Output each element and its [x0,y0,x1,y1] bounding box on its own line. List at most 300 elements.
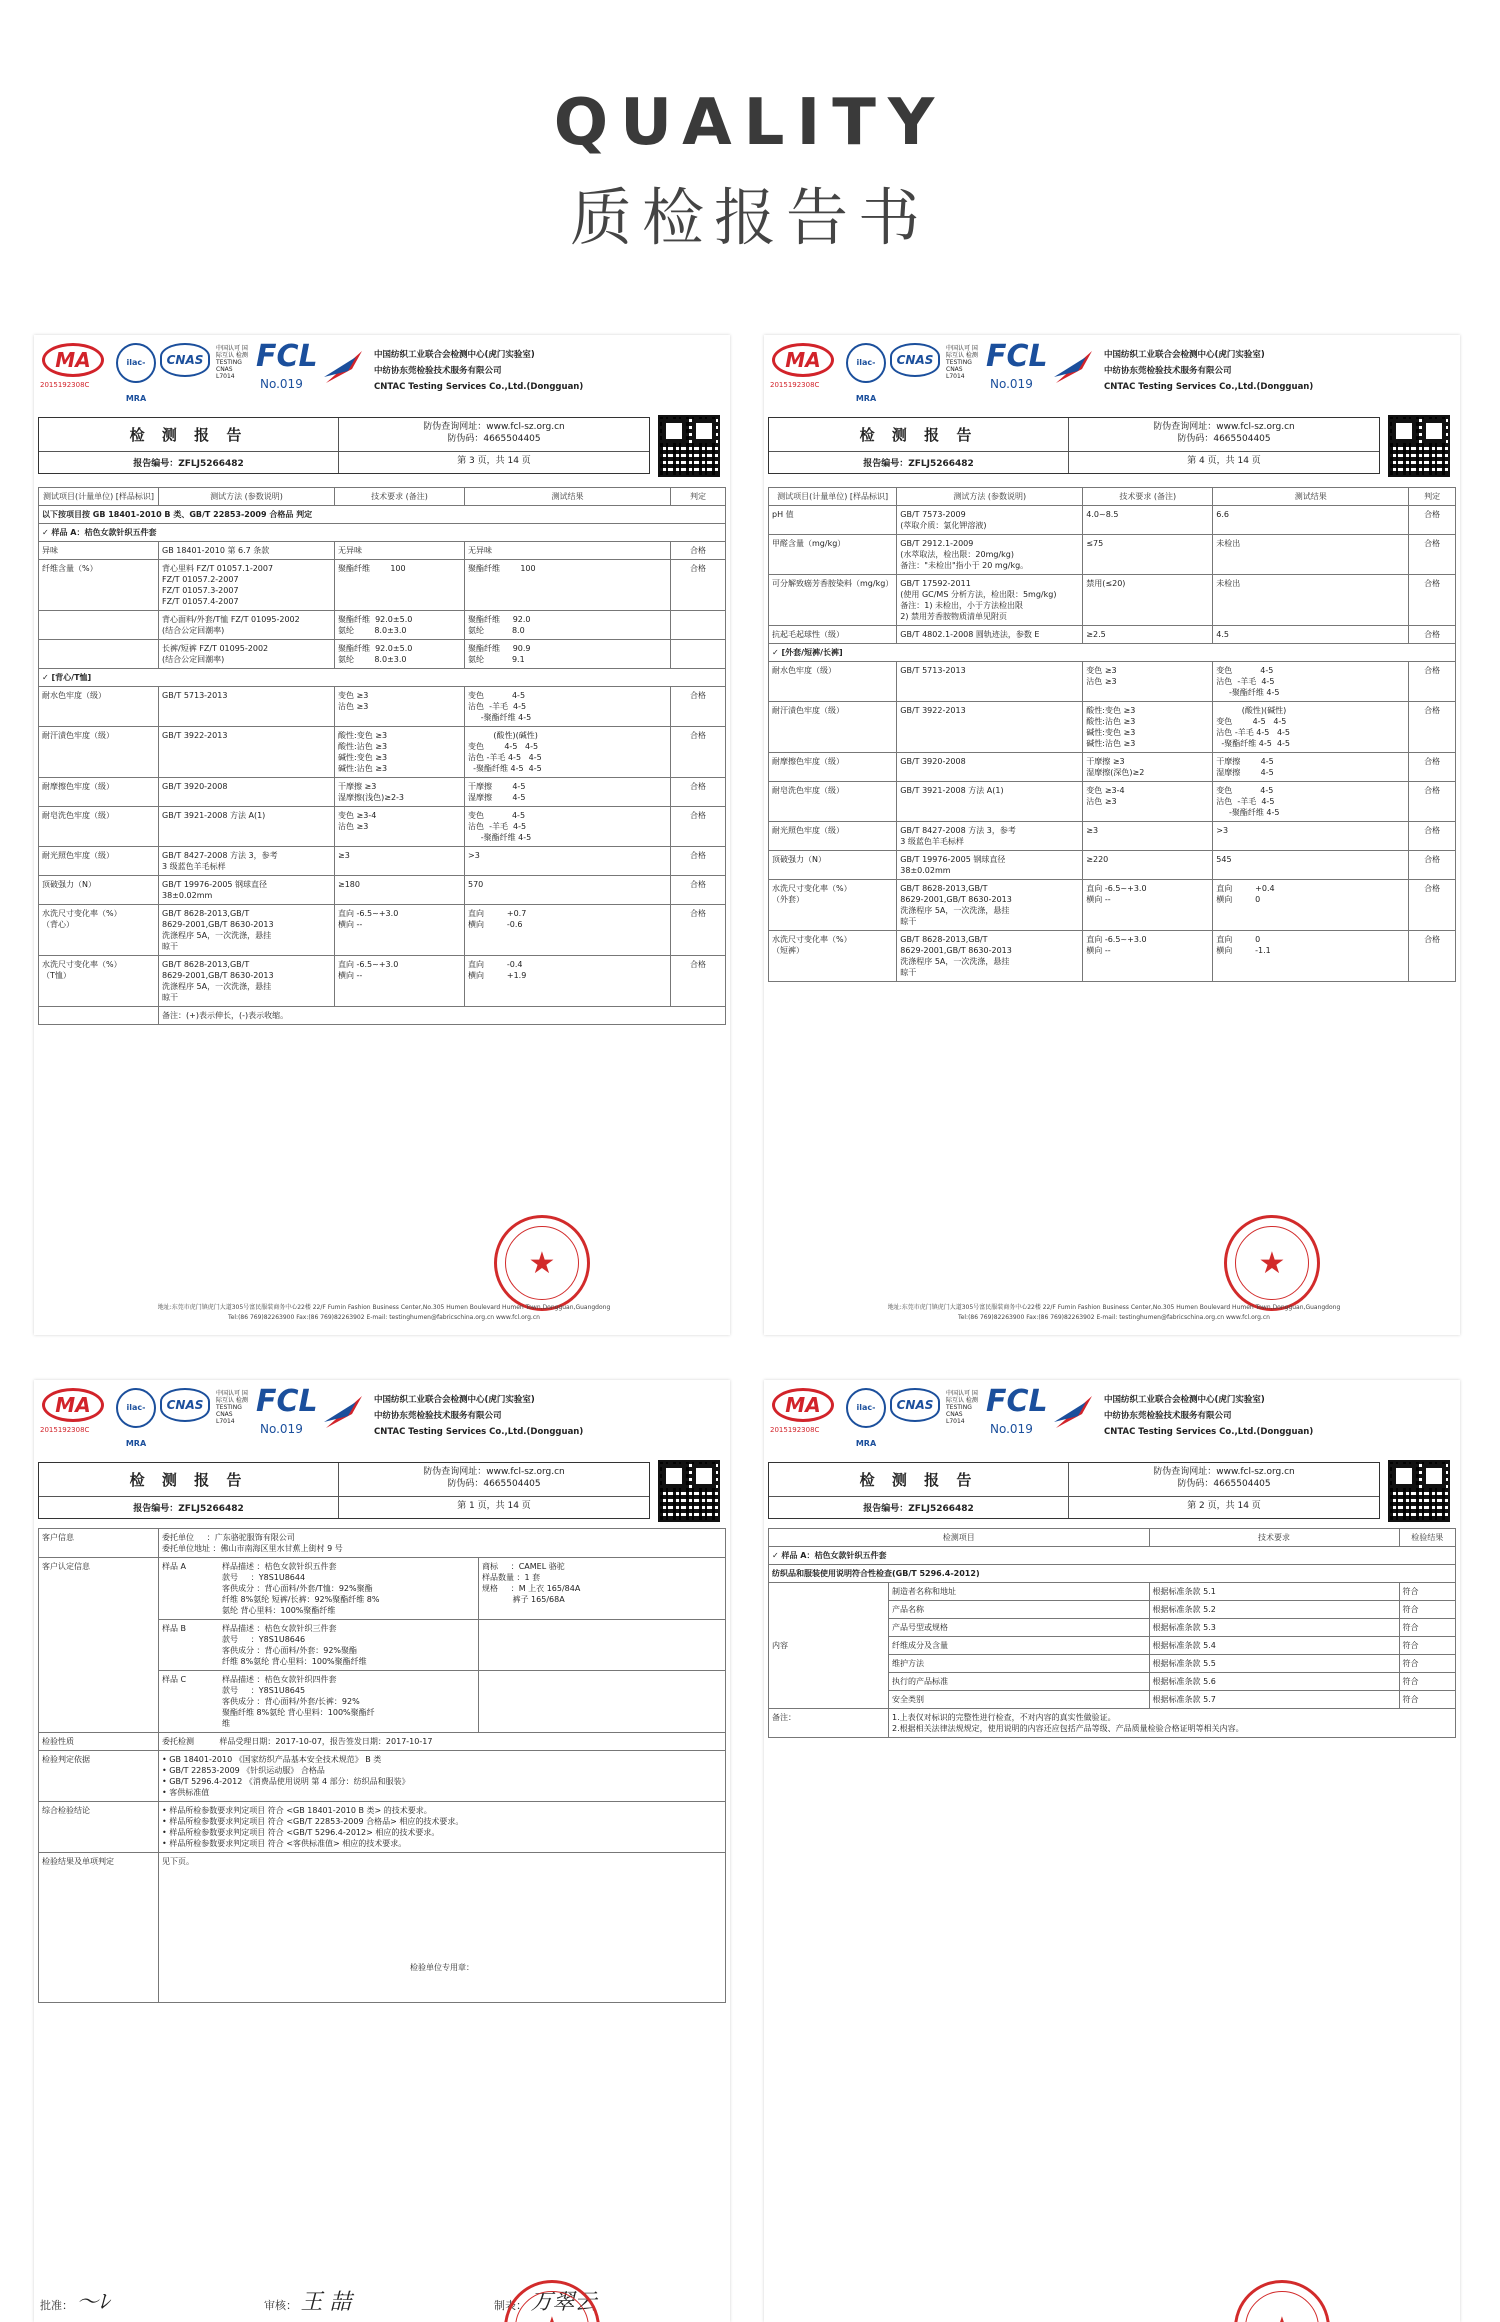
table-cell: 测试结果 [1213,488,1409,506]
table-row [39,727,726,778]
table-row [769,702,1456,753]
cma-number: 2015192308C [40,381,90,389]
table-cell: GB/T 5713-2013 [897,662,1083,702]
ilac-mra-logo: ilac-MRA [116,1388,156,1428]
table-cell: 合格 [1409,822,1456,851]
report-header [34,1380,730,1450]
note-row: 备注：(+)表示伸长，(-)表示收缩。 [159,1007,726,1025]
table-cell: GB/T 3920-2008 [897,753,1083,782]
table-row [39,1802,726,1853]
table-cell: 聚酯纤维 100 [465,560,671,611]
table-row [769,1583,1456,1601]
table-cell: 样品 C 样品描述 ：桔色女款针织四件套 款号 ：Y8S1U8645 客供成分 ：背心面料/外套/长裤：92% 聚酯纤维 8%氨纶 背心里料：100%聚酯纤 维 [159,1671,479,1733]
table-cell: 耐皂洗色牢度（级） [39,807,159,847]
table-cell: 执行的产品标准 [889,1673,1150,1691]
page-number: 第 3 页，共 14 页 [457,456,531,466]
table-row [39,640,726,669]
table-cell: 耐光照色牢度（级） [39,847,159,876]
table-cell: GB/T 8427-2008 方法 3，参考 3 级蓝色羊毛标样 [897,822,1083,851]
table-row [39,560,726,611]
title-block [38,417,650,474]
table-row [769,626,1456,644]
cnas-logo: CNAS [160,1388,210,1422]
table-cell: 聚酯纤维 92.0±5.0 氨纶 8.0±3.0 [335,611,465,640]
table-cell: 聚酯纤维 90.9 氨纶 9.1 [465,640,671,669]
table-cell: 根据标准条款 5.7 [1149,1691,1399,1709]
fcl-number: No.019 [260,377,303,391]
table-cell: 变色 ≥3 沾色 ≥3 [1083,662,1213,702]
table-row [39,1558,726,1620]
table-cell: GB/T 8628-2013,GB/T 8629-2001,GB/T 8630-2013 洗涤程序 5A，一次洗涤，悬挂 晾干 [159,956,335,1007]
official-seal-icon [494,1215,590,1311]
table-cell: 合格 [671,847,726,876]
table-cell: 内容 [769,1583,889,1709]
table-row [39,876,726,905]
table-cell: GB/T 3920-2008 [159,778,335,807]
table-cell: 直向 -0.4 横向 +1.9 [465,956,671,1007]
table-cell: 判定 [1409,488,1456,506]
table-cell: 客户认定信息 [39,1558,159,1733]
table-cell: 变色 ≥3-4 沾色 ≥3 [1083,782,1213,822]
official-seal-icon [1224,1215,1320,1311]
table-cell: 直向 -6.5~+3.0 横向 -- [1083,931,1213,982]
table-cell: GB/T 3922-2013 [897,702,1083,753]
table-cell [39,611,159,640]
table-cell: 备注： [769,1709,889,1738]
label-check-table [768,1528,1456,1738]
table-cell: 干摩擦 ≥3 湿摩擦(浅色)≥2-3 [335,778,465,807]
official-seal-icon [1234,2280,1330,2322]
table-cell [671,640,726,669]
table-cell: (酸性)(碱性) 变色 4-5 4-5 沾色 -羊毛 4-5 4-5 -聚酯纤维 4-5 4-5 [465,727,671,778]
cma-logo: MA [42,343,104,377]
ilac-mra-logo: ilac-MRA [846,343,886,383]
testing-label: 中国认可 国际互认 检测 TESTING CNAS L7014 [216,345,248,380]
table-cell: 合格 [1409,851,1456,880]
wing-logo-icon [322,1392,368,1432]
table-cell: 检验结果 [1399,1529,1455,1547]
table-cell: 合格 [1409,782,1456,822]
table-cell: 耐皂洗色牢度（级） [769,782,897,822]
table-cell: ≥3 [335,847,465,876]
table-cell: GB/T 5713-2013 [159,687,335,727]
org-name: 中国纺织工业联合会检测中心(虎门实验室) 中纺协东莞检验技术服务有限公司 CNTAC Testing Services Co.,Ltd.(Dongguan) [374,350,584,392]
sign-make: 制表： 万翠云 [494,2290,597,2315]
table-cell: ≥3 [1083,822,1213,851]
org-name: 中国纺织工业联合会检测中心(虎门实验室) 中纺协东莞检验技术服务有限公司 CNTAC Testing Services Co.,Ltd.(Dongguan) [1104,350,1314,392]
table-cell: GB/T 7573-2009 (萃取介质：氯化钾溶液) [897,506,1083,535]
wing-logo-icon [1052,347,1098,387]
table-cell: 异味 [39,542,159,560]
table-cell: 变色 ≥3-4 沾色 ≥3 [335,807,465,847]
report-title: 检 测 报 告 [39,418,339,451]
table-row [39,542,726,560]
table-row [39,905,726,956]
table-cell: 维护方法 [889,1655,1150,1673]
table-cell: 合格 [1409,626,1456,644]
table-cell: 根据标准条款 5.5 [1149,1655,1399,1673]
table-cell [39,640,159,669]
table-cell: GB/T 8628-2013,GB/T 8629-2001,GB/T 8630-2013 洗涤程序 5A，一次洗涤，悬挂 晾干 [897,931,1083,982]
table-row [39,1751,726,1802]
table-cell: 4.5 [1213,626,1409,644]
table-row [769,931,1456,982]
table-cell: 符合 [1399,1691,1455,1709]
table-cell: 客户信息 [39,1529,159,1558]
table-cell: GB/T 8628-2013,GB/T 8629-2001,GB/T 8630-2013 洗涤程序 5A，一次洗涤，悬挂 晾干 [159,905,335,956]
table-cell: 酸性:变色 ≥3 酸性:沾色 ≥3 碱性:变色 ≥3 碱性:沾色 ≥3 [1083,702,1213,753]
table-cell: 6.6 [1213,506,1409,535]
table-cell: 变色 4-5 沾色 -羊毛 4-5 -聚酯纤维 4-5 [1213,662,1409,702]
table-cell: 符合 [1399,1583,1455,1601]
table-cell: 判定 [671,488,726,506]
table-cell: 合格 [1409,575,1456,626]
table-cell: 背心里料 FZ/T 01057.1-2007 FZ/T 01057.2-2007 FZ/T 01057.3-2007 FZ/T 01057.4-2007 [159,560,335,611]
report-number: 报告编号：ZFLJ5266482 [769,1497,1069,1518]
ilac-mra-logo: ilac-MRA [846,1388,886,1428]
table-cell: 根据标准条款 5.1 [1149,1583,1399,1601]
table-cell: GB/T 3921-2008 方法 A(1) [897,782,1083,822]
table-cell: 符合 [1399,1601,1455,1619]
table-cell: 水洗尺寸变化率（%） （背心） [39,905,159,956]
table-cell: 耐汗渍色牢度（级） [39,727,159,778]
table-row [39,1733,726,1751]
table-row [39,1007,726,1025]
table-cell: 合格 [1409,535,1456,575]
report-page-2 [764,1380,1460,2322]
hero-title-en: QUALITY [553,86,947,160]
table-cell: 检验结果及单项判定 [39,1853,159,2003]
table-row [39,669,726,687]
table-cell: 耐水色牢度（级） [769,662,897,702]
hero-heading [0,86,1500,257]
title-block [38,1462,650,1519]
report-header [34,335,730,405]
cma-number: 2015192308C [770,381,820,389]
table-cell: 直向 -6.5~+3.0 横向 -- [335,905,465,956]
table-cell: GB/T 8628-2013,GB/T 8629-2001,GB/T 8630-2013 洗涤程序 5A，一次洗涤，悬挂 晾干 [897,880,1083,931]
table-cell: GB/T 3921-2008 方法 A(1) [159,807,335,847]
hero-title-zh: 质检报告书 [569,181,930,254]
table-cell: 无异味 [335,542,465,560]
table-cell: GB/T 17592-2011 (使用 GC/MS 分析方法，检出限：5mg/kg) 备注：1) 未检出，小于方法检出限 2) 禁用芳香胺物质清单见附页 [897,575,1083,626]
table-cell: 产品名称 [889,1601,1150,1619]
table-cell: 变色 ≥3 沾色 ≥3 [335,687,465,727]
table-cell: 顶破强力（N） [39,876,159,905]
table-row [769,1547,1456,1565]
qr-code-icon [1388,415,1450,477]
table-cell: 抗起毛起球性（级） [769,626,897,644]
table-cell: 直向 0 横向 -1.1 [1213,931,1409,982]
table-cell: 合格 [1409,753,1456,782]
table-cell: 检验判定依据 [39,1751,159,1802]
table-cell: GB/T 4802.1-2008 圆轨迹法，参数 E [897,626,1083,644]
table-row [39,778,726,807]
table-cell: 耐摩擦色牢度（级） [39,778,159,807]
table-row [769,822,1456,851]
table-row [769,644,1456,662]
title-block [768,1462,1380,1519]
table-row [39,687,726,727]
table-cell: 直向 +0.4 横向 0 [1213,880,1409,931]
table-cell: 根据标准条款 5.6 [1149,1673,1399,1691]
table-cell: 耐光照色牢度（级） [769,822,897,851]
table-cell: 合格 [1409,880,1456,931]
table-cell: 合格 [671,560,726,611]
report-number: 报告编号：ZFLJ5266482 [39,452,339,473]
table-cell: 变色 4-5 沾色 -羊毛 4-5 -聚酯纤维 4-5 [465,687,671,727]
table-cell: 直向 -6.5~+3.0 横向 -- [1083,880,1213,931]
table-cell: 样品 B 样品描述 ：桔色女款针织三件套 款号 ：Y8S1U8646 客供成分 ：背心面料/外套：92%聚酯 纤维 8%氨纶 背心里料：100%聚酯纤维 [159,1620,479,1671]
sign-audit: 审核： 王 喆 [264,2290,352,2315]
page-number: 第 1 页，共 14 页 [457,1501,531,1511]
cma-number: 2015192308C [770,1426,820,1434]
table-cell: 技术要求 (备注) [1083,488,1213,506]
table-cell: pH 值 [769,506,897,535]
ilac-mra-logo: ilac-MRA [116,343,156,383]
fcl-number: No.019 [990,377,1033,391]
table-cell: (酸性)(碱性) 变色 4-5 4-5 沾色 -羊毛 4-5 4-5 -聚酯纤维 4-5 4-5 [1213,702,1409,753]
table-cell: ≥180 [335,876,465,905]
table-cell: 未检出 [1213,575,1409,626]
table-cell: 符合 [1399,1619,1455,1637]
fcl-logo: FCL [986,339,1048,374]
table-cell: 符合 [1399,1637,1455,1655]
table-cell: 合格 [671,687,726,727]
org-name: 中国纺织工业联合会检测中心(虎门实验室) 中纺协东莞检验技术服务有限公司 CNTAC Testing Services Co.,Ltd.(Dongguan) [1104,1395,1314,1437]
table-cell: 检测项目 [769,1529,1150,1547]
table-row [769,880,1456,931]
table-cell: 委托检测 样品受理日期：2017-10-07，报告签发日期：2017-10-17 [159,1733,726,1751]
table-cell: 无异味 [465,542,671,560]
table-cell: 可分解致癌芳香胺染料（mg/kg） [769,575,897,626]
table-cell: 合格 [1409,931,1456,982]
cma-logo: MA [772,1388,834,1422]
table-cell: 商标 ：CAMEL 骆驼 样品数量 ：1 套 规格 ：M 上衣 165/84A 裤子 165/68A [479,1558,726,1620]
report-number: 报告编号：ZFLJ5266482 [769,452,1069,473]
qr-code-icon [1388,1460,1450,1522]
table-cell: 聚酯纤维 92.0 氨纶 8.0 [465,611,671,640]
table-cell: 测试方法 (参数说明) [159,488,335,506]
table-cell [39,1007,159,1025]
table-cell: 水洗尺寸变化率（%） （T恤） [39,956,159,1007]
report-footer: 地址:东莞市虎门镇虎门大道305号富民服装商务中心22楼 22/F Fumin Fashion Business Center,No.305 Humen Boulevard Humen Town,Dongguan,Guangdong Tel:(86 769)82263900 Fax:(86 769)82263902 E-mail: testinghumen@fabricschina.org.cn www.fcl.org.cn [157,1304,611,1321]
table-cell: 背心面料/外套/T恤 FZ/T 01095-2002 (结合公定回潮率) [159,611,335,640]
report-header [764,335,1460,405]
table-row [39,807,726,847]
wing-logo-icon [322,347,368,387]
verify-info: 防伪查询网址：www.fcl-sz.org.cn 防伪码：4665504405 [1153,1467,1295,1489]
table-row [769,753,1456,782]
table-cell: 根据标准条款 5.3 [1149,1619,1399,1637]
table-cell: 见下页。 检验单位专用章： [159,1853,726,2003]
table-cell: • 样品所检参数要求判定项目 符合 <GB 18401-2010 B 类> 的技术要求。 • 样品所检参数要求判定项目 符合 <GB/T 22853-2009 合格品> 相应的技术要求。 • 样品所检参数要求判定项目 符合 <GB/T 5296.4-2012> 相应的技术要求。 • 样品所检参数要求判定项目 符合 <客供标准值> 相应的技术要求。 [159,1802,726,1853]
table-cell: 1.上表仅对标识的完整性进行检查，不对内容的真实性做验证。 2.根据相关法律法规规定，使用说明的内容还应包括产品等级、产品质量检验合格证明等相关内容。 [889,1709,1456,1738]
table-cell: 综合检验结论 [39,1802,159,1853]
testing-label: 中国认可 国际互认 检测 TESTING CNAS L7014 [946,1390,978,1425]
page-number: 第 2 页，共 14 页 [1187,1501,1261,1511]
table-row [769,851,1456,880]
table-cell: 符合 [1399,1655,1455,1673]
fcl-logo: FCL [986,1384,1048,1419]
report-footer: 地址:东莞市虎门镇虎门大道305号富民服装商务中心22楼 22/F Fumin Fashion Business Center,No.305 Humen Boulevard Humen Town,Dongguan,Guangdong Tel:(86 769)82263900 Fax:(86 769)82263902 E-mail: testinghumen@fabricschina.org.cn www.fcl.org.cn [887,1304,1341,1321]
table-row [769,782,1456,822]
report-title: 检 测 报 告 [769,1463,1069,1496]
table-cell: 合格 [671,727,726,778]
table-cell: 合格 [671,956,726,1007]
cnas-logo: CNAS [890,343,940,377]
table-row [769,506,1456,535]
page-number: 第 4 页，共 14 页 [1187,456,1261,466]
table-cell: 检验性质 [39,1733,159,1751]
table-cell: 合格 [1409,702,1456,753]
report-header [764,1380,1460,1450]
table-cell: 干摩擦 4-5 湿摩擦 4-5 [1213,753,1409,782]
table-row [769,662,1456,702]
table-cell: 产品号型或规格 [889,1619,1150,1637]
table-cell: 合格 [671,542,726,560]
table-cell [479,1620,726,1671]
table-cell [671,611,726,640]
table-row [39,1529,726,1558]
report-title: 检 测 报 告 [39,1463,339,1496]
table-row [39,1853,726,2003]
table-cell: 根据标准条款 5.4 [1149,1637,1399,1655]
table-cell: 水洗尺寸变化率（%） （外套） [769,880,897,931]
table-row [39,956,726,1007]
table-cell: 干摩擦 ≥3 湿摩擦(深色)≥2 [1083,753,1213,782]
verify-info: 防伪查询网址：www.fcl-sz.org.cn 防伪码：4665504405 [423,1467,565,1489]
testing-label: 中国认可 国际互认 检测 TESTING CNAS L7014 [946,345,978,380]
table-cell: GB/T 19976-2005 钢球直径 38±0.02mm [159,876,335,905]
verify-info: 防伪查询网址：www.fcl-sz.org.cn 防伪码：4665504405 [423,422,565,444]
table-cell: 合格 [671,876,726,905]
table-cell: 顶破强力（N） [769,851,897,880]
section-row: 纺织品和服装使用说明符合性检查(GB/T 5296.4-2012) [769,1565,1456,1583]
test-results-table [38,487,726,1025]
cnas-logo: CNAS [160,343,210,377]
table-cell: 技术要求 [1149,1529,1399,1547]
table-cell: • GB 18401-2010 《国家纺织产品基本安全技术规范》 B 类 • GB/T 22853-2009 《针织运动服》 合格品 • GB/T 5296.4-2012 《消费品使用说明 第 4 部分：纺织品和服装》 • 客供标准值 [159,1751,726,1802]
fcl-number: No.019 [260,1422,303,1436]
table-cell: 根据标准条款 5.2 [1149,1601,1399,1619]
table-row [769,1565,1456,1583]
cma-logo: MA [772,343,834,377]
table-cell: GB 18401-2010 第 6.7 条款 [159,542,335,560]
table-cell: 纤维成分及含量 [889,1637,1150,1655]
section-row: ✓ [背心/T恤] [39,669,726,687]
report-title: 检 测 报 告 [769,418,1069,451]
table-cell: 耐汗渍色牢度（级） [769,702,897,753]
table-cell: 测试结果 [465,488,671,506]
table-cell: GB/T 3922-2013 [159,727,335,778]
table-cell: 酸性:变色 ≥3 酸性:沾色 ≥3 碱性:变色 ≥3 碱性:沾色 ≥3 [335,727,465,778]
sample-row: ✓ 样品 A：桔色女款针织五件套 [769,1547,1456,1565]
cnas-logo: CNAS [890,1388,940,1422]
cma-logo: MA [42,1388,104,1422]
table-cell: 合格 [1409,662,1456,702]
report-page-4 [764,335,1460,1335]
table-cell: 聚酯纤维 92.0±5.0 氨纶 8.0±3.0 [335,640,465,669]
table-cell: ≥220 [1083,851,1213,880]
table-cell: 样品 A 样品描述 ：桔色女款针织五件套 款号 ：Y8S1U8644 客供成分 ：背心面料/外套/T恤：92%聚酯 纤维 8%氨纶 短裤/长裤：92%聚酯纤维 8% 氨纶 背心里料：100%聚酯纤维 [159,1558,479,1620]
table-cell: 直向 +0.7 横向 -0.6 [465,905,671,956]
table-cell: 4.0~8.5 [1083,506,1213,535]
table-cell: >3 [465,847,671,876]
table-cell: 长裤/短裤 FZ/T 01095-2002 (结合公定回潮率) [159,640,335,669]
client-info-table [38,1528,726,2003]
table-cell: 合格 [671,778,726,807]
basis-row: 以下按项目按 GB 18401-2010 B 类、GB/T 22853-2009 合格品 判定 [39,506,726,524]
report-page-1 [34,1380,730,2322]
wing-logo-icon [1052,1392,1098,1432]
sample-row: ✓ 样品 A：桔色女款针织五件套 [39,524,726,542]
table-cell: 符合 [1399,1673,1455,1691]
table-row [39,847,726,876]
table-cell: 变色 4-5 沾色 -羊毛 4-5 -聚酯纤维 4-5 [1213,782,1409,822]
table-cell: 甲醛含量（mg/kg） [769,535,897,575]
table-cell: 测试方法 (参数说明) [897,488,1083,506]
table-cell: 合格 [671,807,726,847]
table-row [39,524,726,542]
table-row [769,535,1456,575]
table-row [769,1529,1456,1547]
table-cell: 测试项目(计量单位) [样品标识] [39,488,159,506]
table-cell: 水洗尺寸变化率（%） （短裤） [769,931,897,982]
table-cell: 禁用(≤20) [1083,575,1213,626]
table-cell: 安全类别 [889,1691,1150,1709]
table-cell: 纤维含量（%） [39,560,159,611]
table-cell: 制造者名称和地址 [889,1583,1150,1601]
table-cell: 干摩擦 4-5 湿摩擦 4-5 [465,778,671,807]
table-cell: 聚酯纤维 100 [335,560,465,611]
table-row [39,506,726,524]
qr-code-icon [658,415,720,477]
table-cell: GB/T 8427-2008 方法 3，参考 3 级蓝色羊毛标样 [159,847,335,876]
table-cell: 测试项目(计量单位) [样品标识] [769,488,897,506]
table-cell: 耐摩擦色牢度（级） [769,753,897,782]
table-cell: 合格 [1409,506,1456,535]
table-row [39,611,726,640]
table-cell: 未检出 [1213,535,1409,575]
table-cell [479,1671,726,1733]
org-name: 中国纺织工业联合会检测中心(虎门实验室) 中纺协东莞检验技术服务有限公司 CNTAC Testing Services Co.,Ltd.(Dongguan) [374,1395,584,1437]
fcl-logo: FCL [256,339,318,374]
table-cell: GB/T 19976-2005 钢球直径 38±0.02mm [897,851,1083,880]
testing-label: 中国认可 国际互认 检测 TESTING CNAS L7014 [216,1390,248,1425]
table-cell: ≥2.5 [1083,626,1213,644]
table-row [39,488,726,506]
cma-number: 2015192308C [40,1426,90,1434]
sign-approve: 批准： ～ﾚ [40,2290,110,2315]
table-cell: 直向 -6.5~+3.0 横向 -- [335,956,465,1007]
table-cell: 545 [1213,851,1409,880]
table-cell: GB/T 2912.1-2009 (水萃取法，检出限：20mg/kg) 备注："未检出"指小于 20 mg/kg。 [897,535,1083,575]
table-cell: >3 [1213,822,1409,851]
table-cell: 技术要求 (备注) [335,488,465,506]
table-cell: ≤75 [1083,535,1213,575]
test-results-table [768,487,1456,982]
table-cell: 570 [465,876,671,905]
table-cell: 委托单位 ：广东骆驼服饰有限公司 委托单位地址 ：佛山市南海区里水甘蕉上街村 9 号 [159,1529,726,1558]
title-block [768,417,1380,474]
fcl-logo: FCL [256,1384,318,1419]
table-row [769,575,1456,626]
table-cell: 耐水色牢度（级） [39,687,159,727]
verify-info: 防伪查询网址：www.fcl-sz.org.cn 防伪码：4665504405 [1153,422,1295,444]
table-row [769,1709,1456,1738]
section-row: ✓ [外套/短裤/长裤] [769,644,1456,662]
